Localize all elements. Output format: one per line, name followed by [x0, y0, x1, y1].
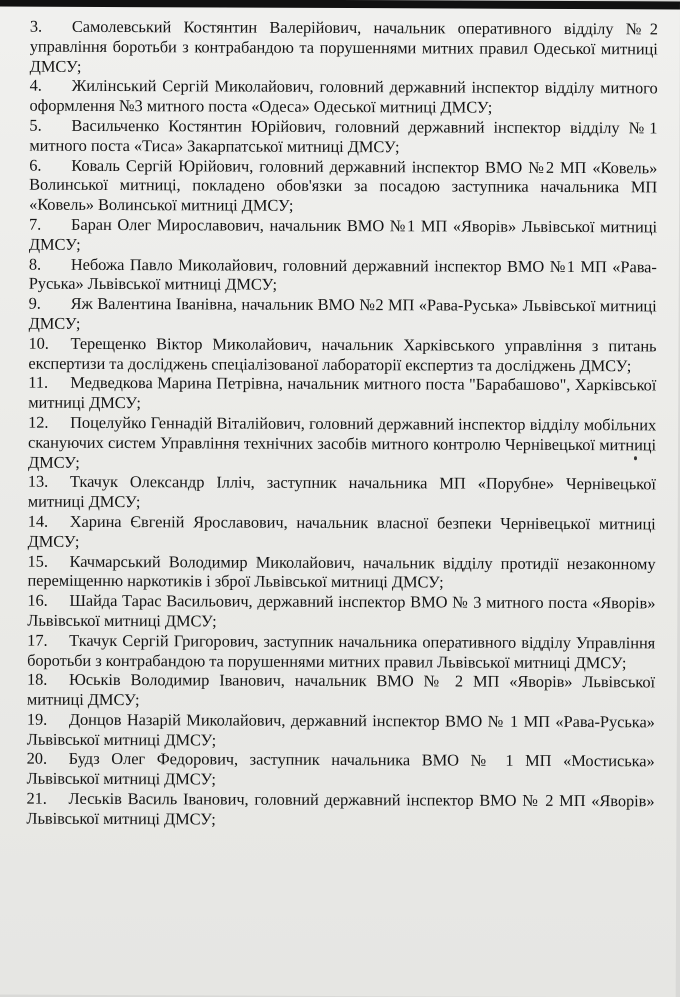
- list-item: [27, 551, 655, 593]
- list-item: [28, 472, 656, 514]
- list-item: [28, 413, 656, 475]
- item-text: Шайда Тарас Васильович, державний інспектор ВМО № 3 митного поста «Яворів» Львівської митниці ДМСУ;: [27, 590, 656, 631]
- list-item: [27, 591, 655, 633]
- list-item: [29, 76, 657, 118]
- item-text: Жилінський Сергій Миколайович, головний державний інспектор відділу митного оформлення №3 митного поста «Одеса» Одеської митниці ДМСУ;: [29, 76, 658, 117]
- item-number: 10.: [28, 333, 49, 353]
- item-text: Юськів Володимир Іванович, начальник ВМО № 2 МП «Яворів» Львівської митниці ДМСУ;: [26, 670, 656, 710]
- item-text: Ткачук Сергій Григорович, заступник начальника оперативного відділу Управління боротьби з контрабандою та порушеннями митних правил Львівської митниці ДМСУ;: [27, 630, 656, 672]
- item-number: 19.: [26, 709, 48, 729]
- item-number: 11.: [28, 372, 49, 393]
- item-text: Ткачук Олександр Ілліч, заступник начальника МП «Порубне» Чернівецької митниці ДМСУ;: [27, 472, 656, 512]
- list-item: [27, 749, 655, 791]
- scan-speck: [634, 456, 637, 460]
- item-text: Качмарський Володимир Миколайович, начальник відділу протидії незаконному переміщенню наркотиків і зброї Львівської митниці ДМСУ;: [27, 551, 656, 592]
- item-text: Леськів Василь Іванович, головний державний інспектор ВМО № 2 МП «Яворів» Львівської митниці ДМСУ;: [26, 788, 655, 829]
- item-text: Коваль Сергій Юрійович, головний державний інспектор ВМО №2 МП «Ковель» Волинської митниці, покладено обов'язки за посадою заступника начальника МП «Ковель» Волинської митниці ДМСУ;: [29, 155, 658, 215]
- item-text: Терещенко Віктор Миколайович, начальник Харківського управління з питань експертизи та досліджень спеціалізованої лабораторії експертиз та досліджень ДМСУ;: [28, 333, 657, 375]
- item-text: Яж Валентина Іванівна, начальник ВМО №2 МП «Рава-Руська» Львівської митниці ДМСУ;: [28, 293, 657, 333]
- item-text: Баран Олег Мирославович, начальник ВМО №1 МП «Яворів» Львівської митниці ДМСУ;: [28, 214, 658, 254]
- list-item: [28, 333, 656, 375]
- item-number: 5.: [29, 115, 42, 135]
- item-number: 18.: [26, 669, 48, 690]
- item-text: Будз Олег Федорович, заступник начальника ВМО № 1 МП «Мостиська» Львівської митниці ДМСУ;: [26, 749, 655, 789]
- item-text: Небожа Павло Миколайович, головний державний інспектор ВМО №1 МП «Рава-Руська» Львівської митниці ДМСУ;: [28, 254, 657, 295]
- list-item: [29, 215, 657, 257]
- list-item: [28, 373, 656, 415]
- item-number: 17.: [27, 630, 48, 650]
- item-text: Самолевський Костянтин Валерійович, начальник оперативного відділу №2 управління боротьби з контрабандою та порушеннями митних правил Одеської митниці ДМСУ;: [29, 16, 658, 76]
- list-item: [26, 789, 654, 831]
- list-item: [29, 254, 657, 296]
- list-item: [28, 512, 656, 554]
- personnel-list: [26, 17, 658, 831]
- list-item: [27, 670, 655, 712]
- item-number: 8.: [28, 254, 42, 274]
- list-item: [29, 116, 657, 158]
- item-text: Поцелуйко Геннадій Віталійович, головний державний інспектор відділу мобільних скануючих систем Управління технічних засобів митного контролю Чернівецької митниці ДМСУ;: [27, 412, 657, 472]
- item-number: 15.: [27, 551, 48, 571]
- item-text: Васильченко Костянтин Юрійович, головний державний інспектор відділу №1 митного поста «Тиса» Закарпатської митниці ДМСУ;: [29, 115, 658, 157]
- item-number: 3.: [29, 16, 43, 36]
- item-number: 16.: [27, 590, 48, 610]
- item-number: 6.: [29, 155, 42, 175]
- list-item: [27, 710, 655, 752]
- item-number: 4.: [29, 76, 42, 96]
- item-text: Медведкова Марина Петрівна, начальник митного поста "Барабашово", Харківської митниці ДМСУ;: [28, 373, 657, 413]
- item-number: 9.: [28, 293, 41, 313]
- item-number: 14.: [27, 511, 49, 531]
- list-item: [29, 294, 657, 336]
- item-text: Харина Євгеній Ярославович, начальник власної безпеки Чернівецької митниці ДМСУ;: [27, 511, 656, 551]
- item-number: 7.: [28, 214, 42, 234]
- list-item: [27, 630, 655, 672]
- item-text: Донцов Назарій Миколайович, державний інспектор ВМО № 1 МП «Рава-Руська» Львівської митниці ДМСУ;: [26, 709, 655, 750]
- item-number: 12.: [28, 412, 49, 432]
- item-number: 21.: [26, 788, 47, 808]
- list-item: [29, 155, 657, 217]
- item-number: 13.: [27, 471, 49, 492]
- list-item: [30, 17, 658, 79]
- item-number: 20.: [26, 749, 48, 769]
